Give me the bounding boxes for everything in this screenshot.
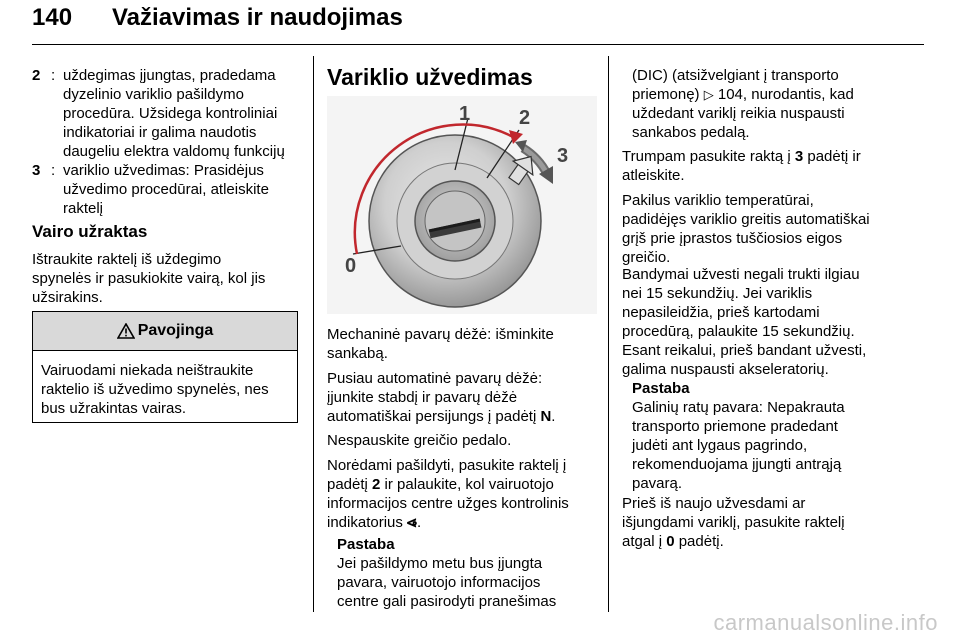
text-line: raktelį: [63, 200, 104, 217]
text-span: priemonę): [632, 86, 700, 103]
text-line: [622, 532, 922, 551]
text-line: užsirakins.: [32, 289, 103, 306]
text-line: raktelio iš užvedimo spynelės, nes: [41, 381, 269, 398]
column-divider-right: [608, 56, 609, 612]
text-line: pavarą.: [632, 475, 683, 492]
text-line: išjungdami variklį, pasukite raktelį: [622, 514, 845, 531]
text-span: automatiškai persijungs į padėtį: [327, 408, 541, 425]
steering-lock-heading: Vairo užraktas: [32, 222, 148, 241]
list-colon: :: [51, 67, 56, 84]
text-line: (DIC) (atsižvelgiant į transporto: [632, 67, 839, 84]
text-span: padėtį: [327, 476, 373, 493]
warning-header: [33, 312, 297, 351]
header-rule: [32, 44, 924, 45]
glow-plug-icon: ⩹: [407, 512, 417, 532]
text-line: Pusiau automatinė pavarų dėžė:: [327, 370, 543, 387]
gear-n-label: N: [540, 408, 552, 425]
warning-text: [33, 351, 297, 418]
ignition-switch-figure: [327, 96, 597, 314]
text-line: [622, 147, 922, 166]
text-line: Bandymai užvesti negali trukti ilgiau: [622, 266, 860, 283]
list-text: [63, 66, 305, 161]
text-line: [632, 85, 922, 104]
text-span: ir palaukite, kol vairuotojo: [380, 476, 554, 493]
text-span: indikatorius: [327, 514, 408, 531]
position-3-bold: 3: [794, 148, 804, 165]
position-3-label: 3: [557, 145, 569, 167]
list-number: 2: [32, 67, 41, 84]
text-line: Norėdami pašildyti, pasukite raktelį į: [327, 457, 567, 474]
position-2-label: 2: [519, 107, 531, 129]
text-line: galima nuspausti akseleratorių.: [622, 361, 829, 378]
text-line: procedūra. Užsidega kontroliniai: [63, 105, 278, 122]
semi-auto-gearbox-text: [327, 369, 607, 426]
text-line: sankabą.: [327, 345, 388, 362]
text-line: Jei pašildymo metu bus įjungta: [337, 555, 543, 572]
text-line: uždedant variklį reikia nuspausti: [632, 105, 845, 122]
text-line: nepasileidžia, prieš kartodami: [622, 304, 820, 321]
warm-engine-text: [622, 191, 922, 267]
list-text: [63, 161, 305, 218]
note-right: [632, 379, 922, 493]
text-line: centre gali pasirodyti pranešimas: [337, 593, 557, 610]
text-line: Mechaninė pavarų dėžė: išminkite: [327, 326, 554, 343]
text-line: pavara, vairuotojo informacijos: [337, 574, 541, 591]
list-number: 3: [32, 162, 41, 179]
note-title: Pastaba: [337, 536, 395, 553]
section-title: Važiavimas ir naudojimas: [112, 4, 403, 31]
text-line: grįš prie įprastos tuščiosios eigos: [622, 230, 843, 247]
start-attempt-text: [622, 265, 922, 379]
steering-lock-text: [32, 250, 307, 307]
text-line: Galinių ratų pavara: Nepakrauta: [632, 399, 845, 416]
manual-gearbox-text: [327, 325, 607, 363]
turn-key-text: [622, 147, 922, 185]
text-line: [327, 407, 607, 426]
text-line: Pakilus variklio temperatūrai,: [622, 192, 814, 209]
position-0-bold: 0: [666, 533, 675, 550]
column-divider-left: [313, 56, 314, 612]
engine-start-heading: Variklio užvedimas: [327, 64, 533, 90]
text-line: sankabos pedalą.: [632, 124, 750, 141]
text-line: [327, 513, 607, 532]
text-line: [327, 475, 607, 494]
position-1-label: 1: [459, 103, 471, 125]
text-line: variklio užvedimas: Prasidėjus: [63, 162, 264, 179]
text-line: užvedimo procedūrai, atleiskite: [63, 181, 269, 198]
note-middle: [337, 535, 607, 611]
text-line: įjunkite stabdį ir pavarų dėžė: [327, 389, 518, 406]
warning-triangle-icon: [117, 323, 135, 339]
text-span: .: [551, 408, 556, 425]
text-line: transporto priemone pradedant: [632, 418, 838, 435]
warning-title: Pavojinga: [137, 322, 214, 339]
text-line: informacijos centre užges kontrolinis: [327, 495, 569, 512]
text-line: dyzelinio variklio pašildymo: [63, 86, 244, 103]
restart-text: [622, 494, 922, 551]
text-span: 104, nurodantis, kad: [717, 86, 854, 103]
text-line: Esant reikalui, prieš bandant užvesti,: [622, 342, 867, 359]
position-0-label: 0: [345, 255, 357, 277]
text-line: padidėjęs variklio greitis automatiškai: [622, 211, 870, 228]
text-line: greičio.: [622, 249, 671, 266]
text-span: padėtį ir: [803, 148, 861, 165]
preheat-text: [327, 456, 607, 532]
text-line: atleiskite.: [622, 167, 685, 184]
warning-box: [32, 311, 298, 423]
position-2-bold: 2: [372, 476, 381, 493]
dic-continuation-text: [632, 66, 922, 142]
text-span: Trumpam pasukite raktą į: [622, 148, 795, 165]
text-line: indikatoriai ir galima naudotis: [63, 124, 257, 141]
text-line: Prieš iš naujo užvesdami ar: [622, 495, 806, 512]
no-throttle-text: Nespauskite greičio pedalo.: [327, 432, 512, 449]
text-span: atgal į: [622, 533, 667, 550]
watermark: carmanualsonline.info: [713, 610, 938, 635]
text-line: Vairuodami niekada neištraukite: [41, 362, 254, 379]
text-line: judėti ant lygaus pagrindo,: [632, 437, 808, 454]
text-line: Ištraukite raktelį iš uždegimo: [32, 251, 222, 268]
text-line: nei 15 sekundžių. Jei variklis: [622, 285, 813, 302]
page-reference-arrow-icon: ▷: [703, 87, 714, 102]
list-colon: :: [51, 162, 56, 179]
text-line: procedūrą, palaukite 15 sekundžių.: [622, 323, 855, 340]
note-title: Pastaba: [632, 380, 690, 397]
text-line: bus užrakintas vairas.: [41, 400, 187, 417]
text-line: rekomenduojama įjungti antrąją: [632, 456, 842, 473]
text-line: daugeliu elektra valdomų funkcijų: [63, 143, 285, 160]
text-line: spynelės ir pasukiokite vairą, kol jis: [32, 270, 266, 287]
text-span: padėtį.: [674, 533, 724, 550]
text-line: uždegimas įjungtas, pradedama: [63, 67, 276, 84]
text-span: .: [416, 514, 422, 531]
page-number: 140: [32, 4, 73, 31]
